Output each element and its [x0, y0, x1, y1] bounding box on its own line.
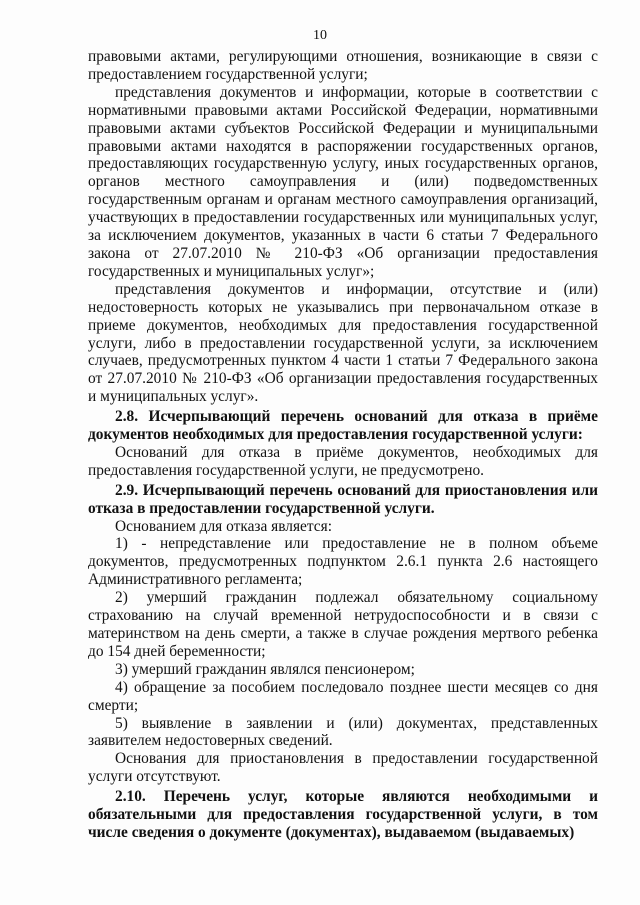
section-heading-2-8: 2.8. Исчерпывающий перечень оснований для отказа в приёме документов необходимых для предоставления государственной услуги:	[88, 408, 598, 444]
section-heading-2-10: 2.10. Перечень услуг, которые являются необходимыми и обязательными для предоставления государственной услуги, в том числе сведения о документе (документах), выдаваемом (выдаваемых)	[88, 788, 598, 841]
paragraph-no-suspension-grounds: Основания для приостановления в предоставлении государственной услуги отсутствуют.	[88, 750, 598, 786]
list-item-2: 2) умерший гражданин подлежал обязательному социальному страхованию на случай временной нетрудоспособности и в связи с материнством на день смерти, а также в случае рождения мертвого ребенка до 154 дней беременности;	[88, 589, 598, 660]
list-item-1: 1) - непредставление или предоставление не в полном объеме документов, предусмотренных подпунктом 2.6.1 пункта 2.6 настоящего Административного регламента;	[88, 535, 598, 589]
list-item-5: 5) выявление в заявлении и (или) документах, представленных заявителем недостоверных сведений.	[88, 714, 598, 750]
list-item-4: 4) обращение за пособием последовало позднее шести месяцев со дня смерти;	[88, 678, 598, 714]
document-body	[88, 48, 598, 842]
section-heading-2-9: 2.9. Исчерпывающий перечень оснований для приостановления или отказа в предоставлении государственной услуги.	[88, 481, 598, 517]
paragraph-grounds-intro: Основанием для отказа является:	[115, 517, 332, 535]
list-item-3: 3) умерший гражданин являлся пенсионером;	[115, 660, 415, 678]
paragraph-legal-acts: правовыми актами, регулирующими отношения, возникающие в связи с предоставлением государственной услуги;	[88, 48, 598, 83]
paragraph-no-grounds-refusal: Оснований для отказа в приёме документов, необходимых для предоставления государственной услуги, не предусмотрено.	[88, 443, 598, 479]
paragraph-documents-in-possession: представления документов и информации, которые в соответствии с нормативными правовыми актами Российской Федерации, нормативными правовыми актами субъектов Российской Федерации и муниципальными правовыми актами находятся в распоряжении государственных органов, предоставляющих государственную услугу, иных государственных органов, органов местного самоуправления и (или) подведомственных государственным органам и органам местного самоуправления организаций, участвующих в предоставлении государственных или муниципальных услуг, за исключением документов, указанных в части 6 статьи 7 Федерального закона от 27.07.2010 № 210-ФЗ «Об организации предоставления государственных и муниципальных услуг»;	[88, 83, 598, 280]
paragraph-unreported-documents: представления документов и информации, отсутствие и (или) недостоверность которых не указывались при первоначальном отказе в приеме документов, необходимых для предоставления государственной услуги, либо в предоставлении государственной услуги, за исключением случаев, предусмотренных пунктом 4 части 1 статьи 7 Федерального закона от 27.07.2010 № 210-ФЗ «Об организации предоставления государственных и муниципальных услуг».	[88, 280, 598, 406]
page-number: 10	[313, 28, 327, 43]
